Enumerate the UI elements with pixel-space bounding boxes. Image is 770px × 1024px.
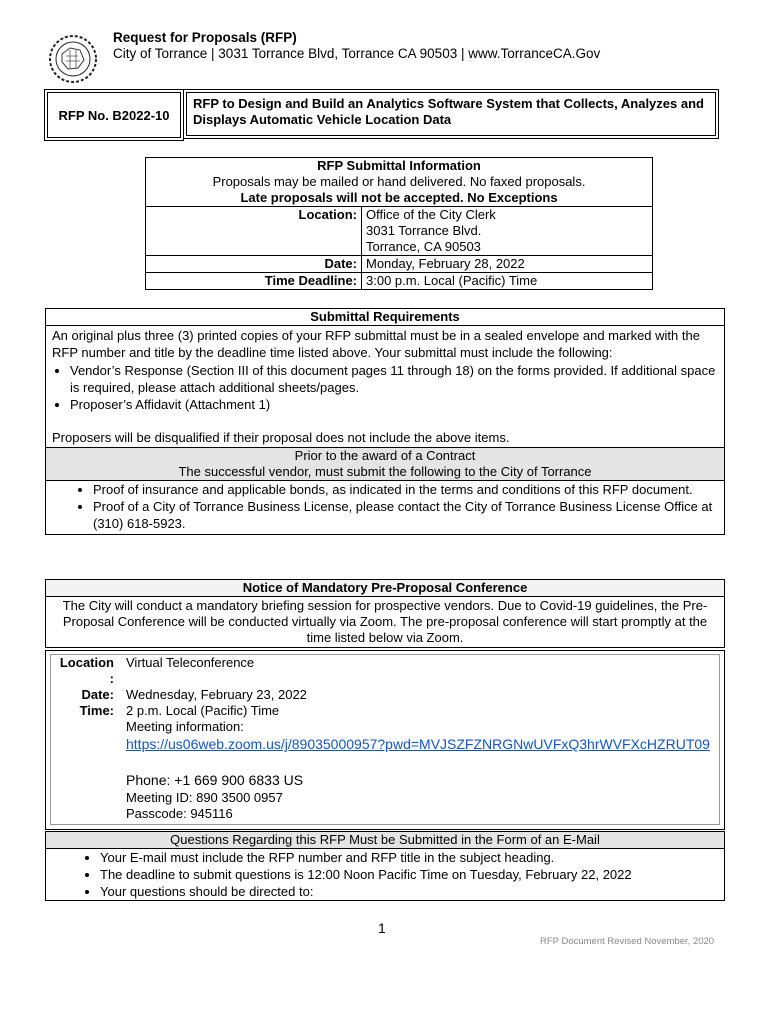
rfp-number: RFP No. B2022-10 [47,92,181,138]
deadline-value: 3:00 p.m. Local (Pacific) Time [366,273,538,288]
conf-time-value: 2 p.m. Local (Pacific) Time [126,703,280,718]
requirements-list [46,362,724,413]
list-item: • Proof of a City of Torrance Business License, please contact the City of Torrance Business License Office at (310) 618-5923. [93,498,718,532]
conf-date-label: Date: [81,687,114,702]
conference-notice [45,579,725,648]
conf-phone: Phone: +1 669 900 6833 US [126,772,304,788]
submittal-info-line2: Late proposals will not be accepted. No Exceptions [240,190,558,205]
location-line: 3031 Torrance Blvd. [366,223,482,238]
award-line: The successful vendor, must submit the following to the City of Torrance [178,464,592,479]
submittal-info-heading: RFP Submittal Information [317,158,481,173]
conf-date-value: Wednesday, February 23, 2022 [126,687,307,702]
zoom-link[interactable]: https://us06web.zoom.us/j/89035000957?pwd=MVJSZFZNRGNwUVFxQ3hrWVFXcHZRUT09 [126,736,710,752]
list-item: • Proposer’s Affidavit (Attachment 1) [70,396,718,413]
city-seal-logo [48,34,98,84]
conference-heading: Notice of Mandatory Pre-Proposal Conference [46,580,724,597]
list-item: • Your questions should be directed to: [100,883,718,900]
conf-location-colon: : [109,671,114,686]
location-label: Location: [146,207,362,255]
date-value: Monday, February 28, 2022 [366,256,525,271]
location-value [362,207,496,255]
requirements-heading: Submittal Requirements [46,309,724,326]
conf-location-label: Location [59,655,114,670]
conference-details [45,650,725,830]
list-item: • Proof of insurance and applicable bonds, as indicated in the terms and conditions of this RFP document. [93,481,718,498]
date-row [146,255,652,272]
questions-heading: Questions Regarding this RFP Must be Submitted in the Form of an E-Mail [46,832,724,849]
award-list [46,481,724,534]
list-item: • Vendor’s Response (Section III of this document pages 11 through 18) on the forms provided. If additional space is required, please attach additional sheets/pages. [70,362,718,396]
disqualify-note: Proposers will be disqualified if their proposal does not include the above items. [52,430,510,445]
page-number: 1 [378,920,386,936]
list-item: • Your E-mail must include the RFP number and RFP title in the subject heading. [100,849,718,866]
meeting-info-label: Meeting information: [126,719,244,734]
award-heading [46,447,724,481]
conf-passcode: Passcode: 945116 [126,806,233,821]
submittal-info-line1: Proposals may be mailed or hand delivered. No faxed proposals. [212,174,586,189]
conf-location-value: Virtual Teleconference [126,655,255,670]
submittal-requirements [45,308,725,535]
award-line: Prior to the award of a Contract [294,448,476,463]
location-line: Office of the City Clerk [366,207,496,222]
location-line: Torrance, CA 90503 [366,239,481,254]
rfp-title: RFP to Design and Build an Analytics Software System that Collects, Analyzes and Displays Automatic Vehicle Location Data [186,92,716,136]
requirements-intro: An original plus three (3) printed copies of your RFP submittal must be in a sealed envelope and marked with the RFP number and title by the deadline time listed above. Your submittal must include the following: [52,328,700,360]
submittal-info-table [145,157,653,290]
document-subtitle: City of Torrance | 3031 Torrance Blvd, Torrance CA 90503 | www.TorranceCA.Gov [113,46,601,61]
conference-text: The City will conduct a mandatory briefing session for prospective vendors. Due to Covid-19 guidelines, the Pre-Proposal Conference will be conducted virtually via Zoom. The pre-proposal conference will start promptly at the time listed below via Zoom. [62,598,708,645]
revision-note: RFP Document Revised November, 2020 [540,936,715,947]
questions-list [46,849,724,900]
list-item: • The deadline to submit questions is 12:00 Noon Pacific Time on Tuesday, February 22, 2022 [100,866,718,883]
location-row [146,206,652,255]
conf-time-label: Time: [79,703,114,718]
questions-section [45,831,725,901]
document-title: Request for Proposals (RFP) [113,30,297,45]
deadline-label: Time Deadline: [146,273,362,289]
deadline-row [146,272,652,289]
conf-meeting-id: Meeting ID: 890 3500 0957 [126,790,283,805]
date-label: Date: [146,256,362,272]
